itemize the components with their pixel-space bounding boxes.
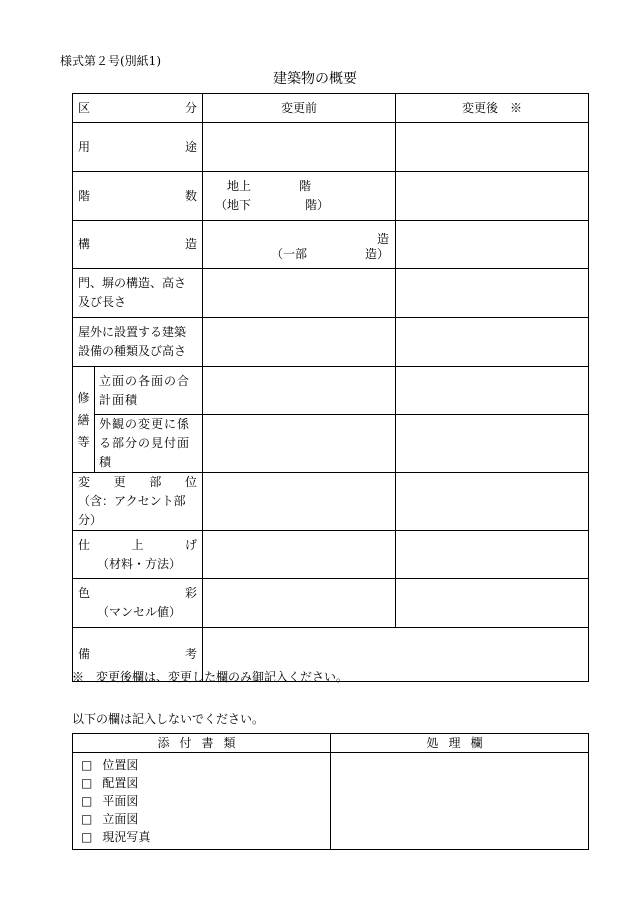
processing-cell [331, 753, 589, 850]
finish-after-cell[interactable] [396, 531, 589, 579]
checkbox-icon[interactable]: □ [81, 758, 93, 772]
gate-fence-before-cell[interactable] [203, 269, 396, 318]
row-label-remarks: 備 考 [73, 628, 203, 682]
row-label-floors: 階 数 [73, 172, 203, 221]
finish-before-cell[interactable] [203, 531, 396, 579]
attachment-item[interactable]: □ 平面図 [81, 794, 139, 808]
attachments-header: 添付書類 [73, 734, 331, 753]
use-before-cell[interactable] [203, 123, 396, 172]
header-after: 変更後 ※ [396, 94, 589, 123]
row-label-structure: 構 造 [73, 221, 203, 269]
checkbox-icon[interactable]: □ [81, 794, 93, 808]
change-part-after-cell[interactable] [396, 473, 589, 531]
row-label-repair-visible-area: 外観の変更に係る部分の見付面積 [95, 415, 203, 473]
repair-visible-area-after-cell[interactable] [396, 415, 589, 473]
attachment-item[interactable]: □ 位置図 [81, 758, 139, 772]
attachment-item[interactable]: □ 立面図 [81, 812, 139, 826]
row-label-gate-fence: 門、塀の構造、高さ及び長さ [73, 269, 203, 318]
form-id: 様式第２号(別紙1) [60, 54, 161, 68]
note-office-use: 以下の欄は記入しないでください。 [72, 712, 265, 726]
row-label-change-part: 変 更 部 位 （含：アクセント部分） [73, 473, 203, 531]
checkbox-icon[interactable]: □ [81, 830, 93, 844]
row-label-repair-area-total: 立面の各面の合計面積 [95, 367, 203, 415]
checkbox-icon[interactable]: □ [81, 776, 93, 790]
row-label-outdoor-equipment: 屋外に設置する建築設備の種類及び高さ [73, 318, 203, 367]
checkbox-icon[interactable]: □ [81, 812, 93, 826]
row-label-finish: 仕 上 げ （材料・方法） [73, 531, 203, 579]
row-label-color: 色 彩 （マンセル値） [73, 579, 203, 628]
office-use-table [72, 733, 589, 850]
building-overview-table [72, 93, 589, 682]
color-after-cell[interactable] [396, 579, 589, 628]
processing-header: 処理欄 [331, 734, 589, 753]
attachment-item[interactable]: □ 現況写真 [81, 830, 151, 844]
repair-area-total-before-cell[interactable] [203, 367, 396, 415]
row-label-repair: 修 繕 等 [73, 367, 95, 473]
page-title: 建築物の概要 [273, 71, 357, 87]
outdoor-equipment-before-cell[interactable] [203, 318, 396, 367]
outdoor-equipment-after-cell[interactable] [396, 318, 589, 367]
header-before: 変更前 [203, 94, 396, 123]
structure-before-cell[interactable]: 造 （一部 造） [203, 221, 396, 269]
repair-visible-area-before-cell[interactable] [203, 415, 396, 473]
note-after-column: ※ 変更後欄は、変更した欄のみ御記入ください。 [72, 670, 349, 684]
use-after-cell[interactable] [396, 123, 589, 172]
row-label-use: 用 途 [73, 123, 203, 172]
gate-fence-after-cell[interactable] [396, 269, 589, 318]
floors-after-cell[interactable] [396, 172, 589, 221]
header-division: 区 分 [73, 94, 203, 123]
repair-area-total-after-cell[interactable] [396, 367, 589, 415]
structure-after-cell[interactable] [396, 221, 589, 269]
change-part-before-cell[interactable] [203, 473, 396, 531]
floors-before-cell[interactable]: 地上 階 （地下 階） [203, 172, 396, 221]
attachments-list [73, 753, 331, 850]
color-before-cell[interactable] [203, 579, 396, 628]
attachment-item[interactable]: □ 配置図 [81, 776, 139, 790]
